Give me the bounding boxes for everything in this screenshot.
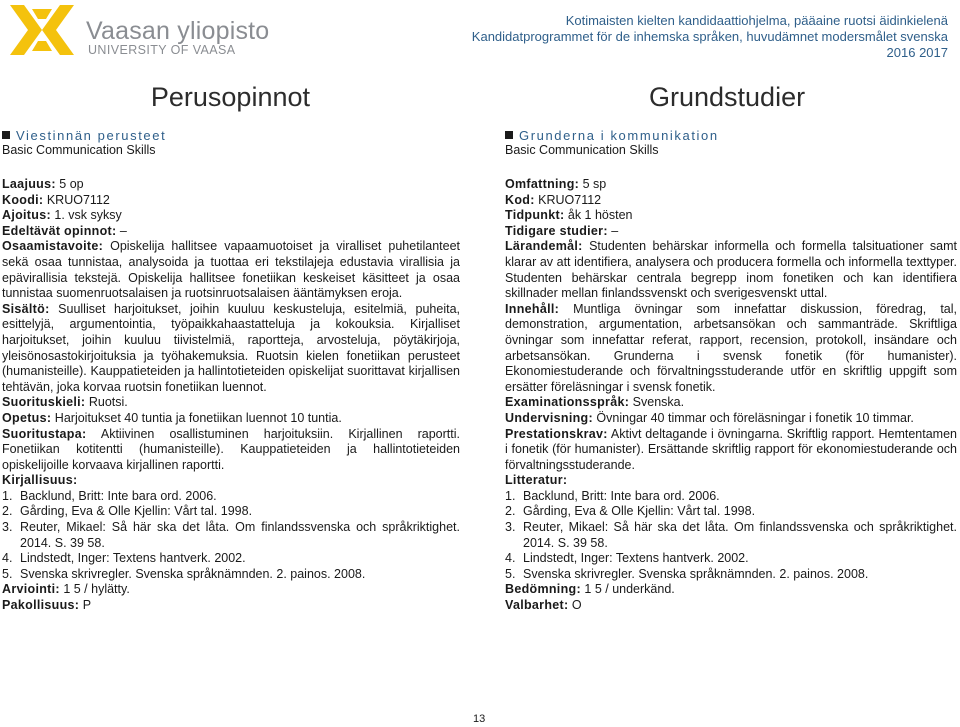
field-innehall: Innehåll: Muntliga övningar som innefattar diskussion, föredrag, tal, demonstration, argumentation, arbetsansökan och sammanträde. Skriftliga övningar som innefattar referat, rapport, recension, protokoll, insändare och arbetsansökan. Grunderna i svensk fonetik (för humanister). Ekonomiestuderande och förvaltningsstuderande utför en skriftlig uppgift som ersätter föreläsningar i svensk fonetik. xyxy=(505,301,957,394)
field-tidigare-studier: Tidigare studier: – xyxy=(505,223,619,238)
field-suoritustapa: Suoritustapa: Aktiivinen osallistuminen harjoituksiin. Kirjallinen raportti. Fonetiikan kotitentti (humanisteille). Kauppatieteiden ja hallintotieteiden opiskelijoille korvaava kirjallinen raportti. xyxy=(2,426,460,472)
field-laajuus: Laajuus: 5 op xyxy=(2,177,84,191)
field-kod: Kod: KRUO7112 xyxy=(505,192,602,207)
list-item: 5. Svenska skrivregler. Svenska språknämnden. 2. painos. 2008. xyxy=(2,566,366,581)
logo-wordmark: Vaasan yliopisto xyxy=(86,17,270,45)
course-title: Viestinnän perusteet xyxy=(16,128,167,143)
list-item: 1. Backlund, Britt: Inte bara ord. 2006. xyxy=(2,488,217,503)
field-larandemal: Lärandemål: Studenten behärskar informella och formella talsituationer samt klarar av att identifiera, analysera och producera formella och informella texttyper. Studenten behärskar centrala begrepp inom fonetiken och kan identifiera skillnader mellan finlandssvenskt och sverigesvenskt uttal. xyxy=(505,239,957,301)
list-item: 3. Reuter, Mikael: Så här ska det låta. Om finlandssvenska och språkriktighet. 2014. S. 39 58. xyxy=(505,520,957,550)
square-bullet-icon xyxy=(505,131,513,139)
field-opetus: Opetus: Harjoitukset 40 tuntia ja fonetiikan luennot 10 tuntia. xyxy=(2,410,342,425)
section-title: Perusopinnot xyxy=(150,82,310,112)
field-ajoitus: Ajoitus: 1. vsk syksy xyxy=(2,208,122,223)
list-item: 2. Gårding, Eva & Olle Kjellin: Vårt tal. 1998. xyxy=(505,504,756,519)
field-kirjallisuus: Kirjallisuus: xyxy=(2,473,78,488)
list-item: 2. Gårding, Eva & Olle Kjellin: Vårt tal. 1998. xyxy=(2,504,253,519)
course-heading xyxy=(505,128,957,143)
course-heading xyxy=(2,128,460,143)
course-details xyxy=(2,177,460,614)
field-valbarhet: Valbarhet: O xyxy=(505,598,582,613)
field-tidpunkt: Tidpunkt: åk 1 hösten xyxy=(505,208,633,223)
literature-list xyxy=(505,489,957,583)
university-logo xyxy=(4,5,304,57)
list-item: 1. Backlund, Britt: Inte bara ord. 2006. xyxy=(505,488,720,503)
program-header xyxy=(472,13,948,61)
square-bullet-icon xyxy=(2,131,10,139)
field-omfattning: Omfattning: 5 sp xyxy=(505,177,607,191)
list-item: 3. Reuter, Mikael: Så här ska det låta. Om finlandssvenska och språkriktighet. 2014. S. 39 58. xyxy=(2,520,460,550)
field-osaamistavoite: Osaamistavoite: Opiskelija hallitsee vapaamuotoiset ja viralliset puhetilanteet sekä osaa tunnistaa, analysoida ja tuottaa eri tekstilajeja edustavia virallisia ja epävirallisia tekstejä. Opiskelija hallitsee fonetiikan keskeiset käsitteet ja osaa tunnistaa suomenruotsalaisen ja ruotsinruotsalaisen ääntämyksen eroja. xyxy=(2,239,460,301)
column-finnish xyxy=(2,80,460,614)
course-subtitle: Basic Communication Skills xyxy=(505,143,659,157)
program-name-sv: Kandidatprogrammet för de inhemska språken, huvudämnet modersmålet svenska xyxy=(471,29,948,44)
field-suorituskieli: Suorituskieli: Ruotsi. xyxy=(2,395,128,410)
field-arviointi: Arviointi: 1 5 / hylätty. xyxy=(2,582,130,597)
university-logo-icon xyxy=(4,5,80,55)
program-name-fi: Kotimaisten kielten kandidaattiohjelma, pääaine ruotsi äidinkielenä xyxy=(565,13,948,28)
course-title: Grunderna i kommunikation xyxy=(519,128,719,143)
logo-subtitle: UNIVERSITY OF VAASA xyxy=(88,43,236,57)
field-koodi: Koodi: KRUO7112 xyxy=(2,192,110,207)
field-litteratur: Litteratur: xyxy=(505,473,568,488)
field-sisalto: Sisältö: Suulliset harjoitukset, joihin kuuluu keskusteluja, esitelmiä, puheita, esittelyjä, argumentointia, työpaikkahaastatteluja ja kokouksia. Kirjalliset harjoitukset, joihin kuuluu tiivistelmiä, raportteja, arvosteluja, pöytäkirjoja, yleisönosastokirjoituksia ja työhakemuksia. Ruotsin kielen fonetiikan perusteet (humanisteille). Kauppatieteiden ja hallintotieteiden opiskelijat suorittavat kirjallisen tehtävän, joka korvaa ruotsin fonetiikan luennot. xyxy=(2,301,460,394)
column-swedish xyxy=(505,80,957,614)
section-title: Grundstudier xyxy=(649,82,806,112)
list-item: 4. Lindstedt, Inger: Textens hantverk. 2002. xyxy=(505,551,749,566)
field-undervisning: Undervisning: Övningar 40 timmar och föreläsningar i fonetik 10 timmar. xyxy=(505,410,914,425)
field-pakollisuus: Pakollisuus: P xyxy=(2,598,92,613)
academic-years: 2016 2017 xyxy=(886,45,948,60)
field-edeltavat: Edeltävät opinnot: – xyxy=(2,223,127,238)
list-item: 5. Svenska skrivregler. Svenska språknämnden. 2. painos. 2008. xyxy=(505,566,869,581)
course-details xyxy=(505,177,957,614)
list-item: 4. Lindstedt, Inger: Textens hantverk. 2002. xyxy=(2,551,246,566)
field-examinationssprak: Examinationsspråk: Svenska. xyxy=(505,395,685,410)
field-prestationskrav: Prestationskrav: Aktivt deltagande i övningarna. Skriftlig rapport. Hemtentamen i fonetik (för humanister). Ersättande skriftlig rapport för ekonomiestuderande och förvaltningsstuderande. xyxy=(505,426,957,472)
literature-list xyxy=(2,489,460,583)
course-subtitle: Basic Communication Skills xyxy=(2,143,156,157)
field-bedomning: Bedömning: 1 5 / underkänd. xyxy=(505,582,675,597)
page-number: 13 xyxy=(473,713,486,725)
